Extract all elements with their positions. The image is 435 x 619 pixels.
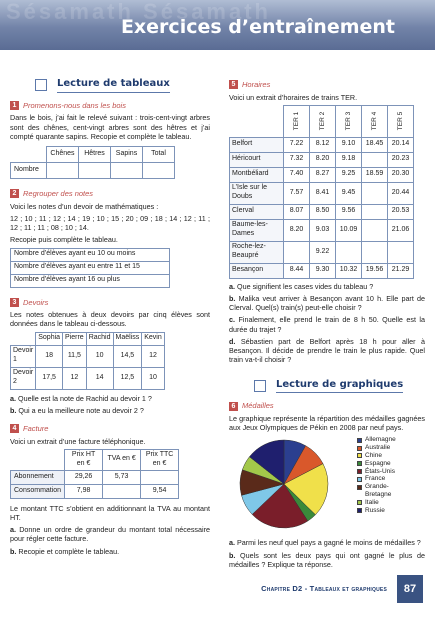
station-name: Besançon bbox=[230, 263, 284, 278]
table-row: Nombre d’élèves ayant 16 ou plus bbox=[11, 274, 170, 287]
table-header: Rachid bbox=[86, 332, 113, 345]
exercise-title: Facture bbox=[23, 423, 49, 433]
time-cell: 20.23 bbox=[388, 152, 414, 167]
question-a: a. Parmi les neuf quel pays a gagné le moins de médailles ? bbox=[229, 538, 421, 548]
exercise-intro: Voici un extrait d’horaires de trains TER. bbox=[229, 92, 358, 102]
train-header: TER 1 bbox=[284, 105, 310, 137]
question-b: b. Qui a eu la meilleure note au devoir 2 ? bbox=[10, 405, 144, 415]
page-number: 87 bbox=[397, 575, 423, 603]
legend-swatch bbox=[357, 485, 362, 490]
time-cell: 19.56 bbox=[362, 263, 388, 278]
page-footer bbox=[261, 575, 423, 603]
legend-item bbox=[357, 452, 401, 460]
legend-label: France bbox=[365, 475, 386, 483]
time-cell bbox=[362, 241, 388, 263]
section-title: Lecture de tableaux bbox=[57, 78, 170, 93]
legend-item bbox=[357, 499, 401, 507]
time-cell: 10.09 bbox=[336, 219, 362, 241]
table-header: Prix TTC en € bbox=[141, 449, 179, 470]
exercise-title: Regrouper des notes bbox=[23, 189, 94, 199]
legend-swatch bbox=[357, 446, 362, 451]
exercise-title: Devoirs bbox=[23, 297, 49, 307]
time-cell: 8.44 bbox=[284, 263, 310, 278]
exercise-intro: Voici un extrait d’une facture téléphonique. bbox=[10, 436, 146, 446]
time-cell: 18.59 bbox=[362, 167, 388, 182]
chart-legend bbox=[357, 436, 401, 514]
station-name: Roche-lez-Beaupré bbox=[230, 241, 284, 263]
table-cell bbox=[47, 163, 79, 179]
exercise-intro: Voici les notes d’un devoir de mathématiques : bbox=[10, 201, 159, 211]
time-cell bbox=[388, 241, 414, 263]
exercise-title: Horaires bbox=[242, 80, 271, 89]
table-cell: 10 bbox=[142, 367, 165, 389]
exercise-1 bbox=[10, 101, 210, 179]
exercise-number: 1 bbox=[10, 101, 19, 110]
table-header: Prix HT en € bbox=[65, 449, 103, 470]
exercise-title: Médailles bbox=[242, 401, 274, 411]
table-header: Chênes bbox=[47, 147, 79, 163]
time-cell bbox=[284, 241, 310, 263]
time-cell: 8.50 bbox=[310, 204, 336, 219]
legend-item bbox=[357, 507, 401, 515]
time-cell: 18.45 bbox=[362, 137, 388, 152]
exercise-3 bbox=[10, 298, 210, 415]
exercise-number: 5 bbox=[229, 80, 238, 89]
question-b: b. Recopie et complète le tableau. bbox=[10, 546, 120, 556]
exercise-5 bbox=[229, 80, 425, 365]
time-cell: 9.45 bbox=[336, 182, 362, 204]
exercise-text: Le montant TTC s’obtient en additionnant la TVA au montant HT. bbox=[10, 503, 210, 522]
table-cell: 11,5 bbox=[63, 345, 87, 367]
row-label: Nombre bbox=[11, 163, 47, 179]
notes-list: 12 ; 10 ; 11 ; 12 ; 14 ; 19 ; 10 ; 15 ; 20 ; 09 ; 18 ; 14 ; 12 ; 11 ; 12 ; 11 ; 11 ; 08 ; 10 ; 14. bbox=[10, 213, 210, 233]
time-cell: 9.25 bbox=[336, 167, 362, 182]
time-cell bbox=[336, 241, 362, 263]
table-cell: 5,73 bbox=[103, 470, 141, 484]
time-cell: 20.44 bbox=[388, 182, 414, 204]
station-name: Montbéliard bbox=[230, 167, 284, 182]
legend-label: Grande-Bretagne bbox=[365, 483, 392, 498]
legend-swatch bbox=[357, 477, 362, 482]
question-a: a. Que signifient les cases vides du tableau ? bbox=[229, 281, 374, 291]
table-cell: 29,26 bbox=[65, 470, 103, 484]
notes-table bbox=[10, 248, 170, 288]
legend-item bbox=[357, 468, 401, 476]
exercise-6 bbox=[229, 401, 425, 569]
question-d: d. Sébastien part de Belfort après 18 h pour aller à Besançon. Il décide de prendre le train le plus rapide. Quel train va-t-il choisir ? bbox=[229, 336, 426, 365]
legend-label: États-Unis bbox=[365, 467, 395, 475]
exercise-number: 6 bbox=[229, 402, 238, 411]
legend-label: Russie bbox=[365, 506, 385, 514]
table-cell: 9,54 bbox=[141, 484, 179, 498]
time-cell: 10.32 bbox=[336, 263, 362, 278]
time-cell bbox=[362, 219, 388, 241]
table-row bbox=[230, 152, 414, 167]
time-cell: 21.06 bbox=[388, 219, 414, 241]
legend-item bbox=[357, 436, 401, 444]
time-cell bbox=[362, 152, 388, 167]
time-cell bbox=[362, 204, 388, 219]
legend-item bbox=[357, 483, 401, 499]
legend-item bbox=[357, 444, 401, 452]
exercise-number: 4 bbox=[10, 424, 19, 433]
question-c: c. Finalement, elle prend le train de 8 h 50. Quelle est la durée du trajet ? bbox=[229, 315, 425, 334]
time-cell: 8.07 bbox=[284, 204, 310, 219]
time-cell: 9.22 bbox=[310, 241, 336, 263]
station-name: Baume-les-Dames bbox=[230, 219, 284, 241]
station-name: Héricourt bbox=[230, 152, 284, 167]
legend-swatch bbox=[357, 508, 362, 513]
timetable bbox=[229, 105, 414, 279]
exercise-number: 3 bbox=[10, 298, 19, 307]
question-b: b. Quels sont les deux pays qui ont gagné le plus de médailles ? Explique ta réponse. bbox=[229, 550, 425, 569]
time-cell: 8.27 bbox=[310, 167, 336, 182]
legend-label: Australie bbox=[365, 444, 391, 452]
exercise-text: Dans le bois, j’ai fait le relevé suivant : trois-cent-vingt arbres sont des chênes, cent-vingt arbres sont des hêtres et j’ai compté quarante sapins. Recopie et complète le tableau. bbox=[10, 113, 210, 141]
table-cell: 7,98 bbox=[65, 484, 103, 498]
time-cell: 9.18 bbox=[336, 152, 362, 167]
table-row: Nombre d’élèves ayant eu 10 ou moins bbox=[11, 248, 170, 261]
exercise-number: 2 bbox=[10, 189, 19, 198]
table-header: Sophia bbox=[36, 332, 63, 345]
row-label: Devoir 1 bbox=[11, 345, 36, 367]
table-cell: 12 bbox=[63, 367, 87, 389]
time-cell: 20.53 bbox=[388, 204, 414, 219]
question-a: a. Quelle est la note de Rachid au devoir 1 ? bbox=[10, 393, 152, 403]
question-b: b. Malika veut arriver à Besançon avant 10 h. Elle part de Clerval. Quel(s) train(s) peut-elle choisir ? bbox=[229, 294, 426, 313]
row-label: Abonnement bbox=[11, 470, 65, 484]
time-cell: 21.29 bbox=[388, 263, 414, 278]
table-header: Sapins bbox=[111, 147, 143, 163]
section-title: Lecture de graphiques bbox=[276, 379, 403, 394]
time-cell: 8.12 bbox=[310, 137, 336, 152]
table-row bbox=[230, 137, 414, 152]
legend-swatch bbox=[357, 500, 362, 505]
table-cell bbox=[141, 470, 179, 484]
table-header: Pierre bbox=[63, 332, 87, 345]
table-header: Kevin bbox=[142, 332, 165, 345]
time-cell: 8.20 bbox=[284, 219, 310, 241]
table-header: Total bbox=[143, 147, 175, 163]
station-name: Clerval bbox=[230, 204, 284, 219]
time-cell: 9.10 bbox=[336, 137, 362, 152]
time-cell: 7.22 bbox=[284, 137, 310, 152]
page-title: Exercices d’entraînement bbox=[120, 16, 395, 38]
legend-item bbox=[357, 460, 401, 468]
table-cell bbox=[143, 163, 175, 179]
time-cell: 9.56 bbox=[336, 204, 362, 219]
table-header: TVA en € bbox=[103, 449, 141, 470]
exercise-2 bbox=[10, 189, 210, 287]
legend-swatch bbox=[357, 469, 362, 474]
legend-label: Italie bbox=[365, 498, 379, 506]
row-label: Devoir 2 bbox=[11, 367, 36, 389]
station-name: L’Isle sur le Doubs bbox=[230, 182, 284, 204]
table-row bbox=[230, 219, 414, 241]
time-cell: 7.32 bbox=[284, 152, 310, 167]
time-cell bbox=[362, 182, 388, 204]
legend-label: Chine bbox=[365, 451, 382, 459]
legend-swatch bbox=[357, 453, 362, 458]
chapter-label: Chapitre D2 - Tableaux et graphiques bbox=[261, 584, 387, 594]
time-cell: 8.20 bbox=[310, 152, 336, 167]
table-row bbox=[230, 263, 414, 278]
time-cell: 8.41 bbox=[310, 182, 336, 204]
row-label: Consommation bbox=[11, 484, 65, 498]
table-cell: 14,5 bbox=[113, 345, 142, 367]
station-name: Belfort bbox=[230, 137, 284, 152]
table-cell: 17,5 bbox=[36, 367, 63, 389]
question-a: a. Donne un ordre de grandeur du montant total nécessaire pour régler cette facture. bbox=[10, 525, 210, 544]
time-cell: 20.14 bbox=[388, 137, 414, 152]
table-row bbox=[230, 204, 414, 219]
legend-item bbox=[357, 475, 401, 483]
trees-table bbox=[10, 146, 175, 179]
medals-chart bbox=[229, 436, 425, 532]
table-row bbox=[230, 182, 414, 204]
train-header: TER 3 bbox=[336, 105, 362, 137]
grades-table bbox=[10, 332, 165, 390]
legend-swatch bbox=[357, 438, 362, 443]
time-cell: 9.30 bbox=[310, 263, 336, 278]
section-header-tableaux bbox=[35, 78, 210, 93]
invoice-table bbox=[10, 449, 179, 499]
section-box-icon bbox=[35, 79, 47, 91]
time-cell: 7.40 bbox=[284, 167, 310, 182]
table-cell bbox=[103, 484, 141, 498]
table-header: Hêtres bbox=[79, 147, 111, 163]
table-row: Nombre d’élèves ayant eu entre 11 et 15 bbox=[11, 261, 170, 274]
table-cell bbox=[111, 163, 143, 179]
table-cell: 18 bbox=[36, 345, 63, 367]
exercise-text: Les notes obtenues à deux devoirs par cinq élèves sont données dans le tableau ci-dessous. bbox=[10, 310, 210, 329]
legend-swatch bbox=[357, 461, 362, 466]
train-header: TER 2 bbox=[310, 105, 336, 137]
time-cell: 7.57 bbox=[284, 182, 310, 204]
right-column bbox=[229, 80, 425, 572]
table-header: Maëliss bbox=[113, 332, 142, 345]
legend-label: Espagne bbox=[365, 459, 391, 467]
exercise-4 bbox=[10, 424, 210, 556]
section-box-icon bbox=[254, 380, 266, 392]
table-cell: 14 bbox=[86, 367, 113, 389]
table-cell: 12,5 bbox=[113, 367, 142, 389]
banner-watermark: Sésamath Sésamath bbox=[6, 0, 271, 24]
header-banner bbox=[0, 0, 435, 50]
table-row bbox=[230, 167, 414, 182]
train-header: TER 5 bbox=[388, 105, 414, 137]
exercise-title: Promenons-nous dans les bois bbox=[23, 100, 126, 110]
table-cell: 12 bbox=[142, 345, 165, 367]
section-header-graphiques bbox=[254, 379, 425, 394]
table-cell: 10 bbox=[86, 345, 113, 367]
exercise-text: Le graphique représente la répartition des médailles gagnées aux Jeux Olympiques de Pékin en 2008 par neuf pays. bbox=[229, 413, 425, 433]
exercise-instruction: Recopie puis complète le tableau. bbox=[10, 235, 118, 245]
time-cell: 20.30 bbox=[388, 167, 414, 182]
table-row bbox=[230, 241, 414, 263]
train-header: TER 4 bbox=[362, 105, 388, 137]
legend-label: Allemagne bbox=[365, 436, 396, 444]
table-cell bbox=[79, 163, 111, 179]
left-column bbox=[10, 78, 210, 559]
time-cell: 9.03 bbox=[310, 219, 336, 241]
pie-chart bbox=[229, 436, 349, 532]
